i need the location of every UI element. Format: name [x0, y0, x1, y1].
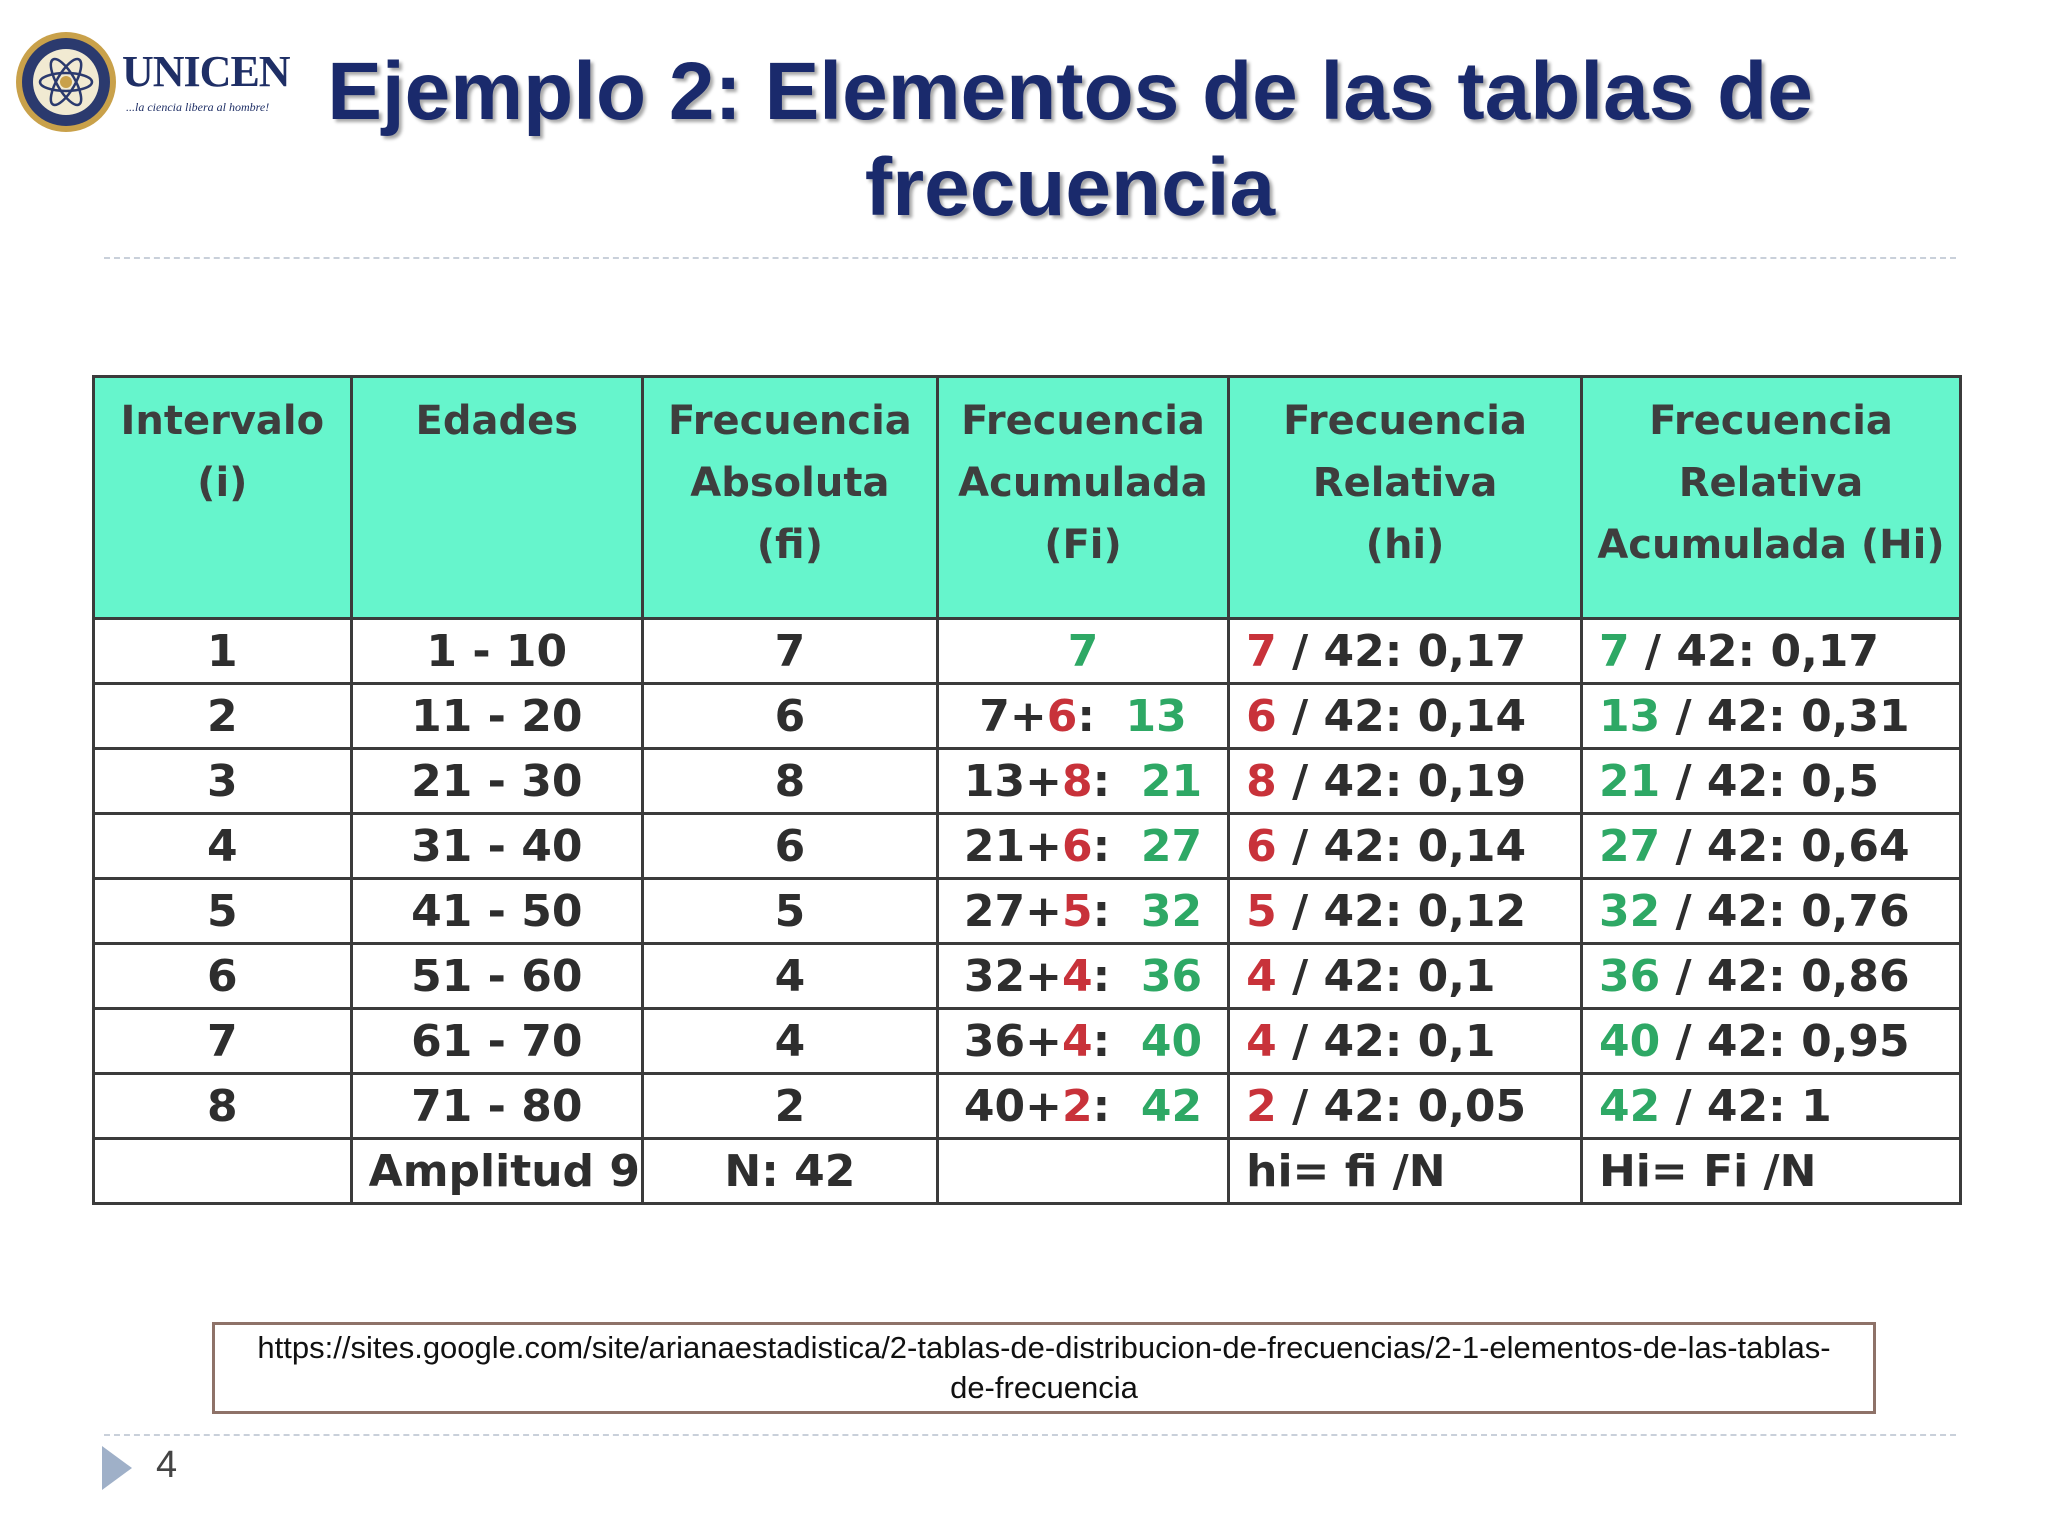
cell-Hi: [1581, 1009, 1960, 1074]
cell-edades: 11 - 20: [351, 684, 642, 749]
cell-Hi: [1581, 1074, 1960, 1139]
logo-tagline: ...la ciencia libera al hombre!: [126, 100, 270, 114]
cell-Fi: 27+5: 32: [937, 879, 1228, 944]
cell-Fi: 40+2: 42: [937, 1074, 1228, 1139]
cumulative-addend: 6: [1062, 820, 1093, 872]
Hi-result: / 42: 0,31: [1660, 690, 1910, 742]
cell-Fi: 36+4: 40: [937, 1009, 1228, 1074]
footer-total-n: N: 42: [642, 1139, 937, 1204]
Hi-result: / 42: 0,76: [1660, 885, 1910, 937]
cell-edades: 21 - 30: [351, 749, 642, 814]
table-body: [94, 619, 1961, 1204]
cumulative-sum: 13+: [963, 755, 1062, 807]
cell-fi: 8: [642, 749, 937, 814]
play-triangle-icon: [102, 1446, 132, 1490]
cumulative-value: 36: [1140, 950, 1203, 1002]
cell-hi: [1229, 684, 1582, 749]
cumulative-addend: 8: [1062, 755, 1093, 807]
Hi-result: / 42: 1: [1660, 1080, 1832, 1132]
page-number: 4: [156, 1444, 178, 1486]
Hi-numerator: 13: [1598, 690, 1661, 742]
cell-Fi: 21+6: 27: [937, 814, 1228, 879]
table-row: [94, 1009, 1961, 1074]
table-row: [94, 814, 1961, 879]
cell-Fi: 13+8: 21: [937, 749, 1228, 814]
cumulative-sum: 7+: [979, 690, 1047, 742]
cell-Fi: [937, 619, 1228, 684]
cell-intervalo: 5: [94, 879, 352, 944]
source-citation: [212, 1322, 1876, 1414]
hi-numerator: 7: [1246, 625, 1277, 677]
Hi-numerator: 21: [1598, 755, 1661, 807]
hi-result: / 42: 0,17: [1276, 625, 1527, 677]
hi-result: / 42: 0,19: [1276, 755, 1527, 807]
cell-fi: 2: [642, 1074, 937, 1139]
hi-numerator: 4: [1246, 1015, 1277, 1067]
footer-hi-formula: hi= fi /N: [1229, 1139, 1582, 1204]
Hi-result: / 42: 0,5: [1660, 755, 1880, 807]
table-row: [94, 619, 1961, 684]
Hi-numerator: 40: [1598, 1015, 1661, 1067]
cell-edades: 51 - 60: [351, 944, 642, 1009]
header-frecuencia-acumulada: Frecuencia Acumulada (Fi): [937, 377, 1228, 619]
hi-numerator: 5: [1246, 885, 1277, 937]
hi-numerator: 2: [1246, 1080, 1277, 1132]
Hi-numerator: 36: [1598, 950, 1661, 1002]
cell-hi: [1229, 619, 1582, 684]
cell-Hi: [1581, 879, 1960, 944]
cell-intervalo: 7: [94, 1009, 352, 1074]
cell-edades: 71 - 80: [351, 1074, 642, 1139]
hi-numerator: 6: [1246, 820, 1277, 872]
cell-Fi: 32+4: 36: [937, 944, 1228, 1009]
header-frecuencia-absoluta: Frecuencia Absoluta (fi): [642, 377, 937, 619]
cumulative-value: 40: [1140, 1015, 1203, 1067]
cell-Hi: [1581, 749, 1960, 814]
cumulative-value: 21: [1140, 755, 1203, 807]
cell-hi: [1229, 1074, 1582, 1139]
frequency-table: [92, 375, 1962, 1205]
cell-hi: [1229, 879, 1582, 944]
cell-fi: 4: [642, 944, 937, 1009]
cell-fi: 7: [642, 619, 937, 684]
header-edades: Edades: [351, 377, 642, 619]
footer-Hi-formula: Hi= Fi /N: [1581, 1139, 1960, 1204]
hi-result: / 42: 0,1: [1276, 950, 1496, 1002]
cell-fi: 6: [642, 814, 937, 879]
cumulative-sum: 36+: [963, 1015, 1062, 1067]
cumulative-addend: 4: [1062, 1015, 1093, 1067]
Hi-result: / 42: 0,17: [1629, 625, 1880, 677]
table-footer-row: [94, 1139, 1961, 1204]
footer-intervalo: [94, 1139, 352, 1204]
cell-hi: [1229, 1009, 1582, 1074]
cell-edades: 61 - 70: [351, 1009, 642, 1074]
Hi-result: / 42: 0,86: [1660, 950, 1910, 1002]
table-row: [94, 1074, 1961, 1139]
hi-result: / 42: 0,12: [1276, 885, 1527, 937]
cell-hi: [1229, 814, 1582, 879]
cumulative-sum: 27+: [963, 885, 1062, 937]
frequency-table-container: [92, 375, 1962, 1205]
cumulative-addend: 2: [1062, 1080, 1093, 1132]
footer-amplitud: Amplitud 9: [351, 1139, 642, 1204]
university-seal-icon: [14, 30, 118, 134]
cumulative-addend: 6: [1046, 690, 1078, 742]
hi-numerator: 4: [1246, 950, 1277, 1002]
cell-fi: 5: [642, 879, 937, 944]
Hi-numerator: 42: [1598, 1080, 1661, 1132]
cumulative-addend: 4: [1062, 950, 1093, 1002]
cumulative-sum: 40+: [963, 1080, 1062, 1132]
Hi-result: / 42: 0,64: [1660, 820, 1910, 872]
table-header-row: [94, 377, 1961, 619]
cumulative-addend: 5: [1062, 885, 1093, 937]
cell-Hi: [1581, 684, 1960, 749]
cell-fi: 6: [642, 684, 937, 749]
cumulative-sum: 32+: [963, 950, 1062, 1002]
table-row: [94, 879, 1961, 944]
cell-intervalo: 6: [94, 944, 352, 1009]
cumulative-sum: 21+: [963, 820, 1062, 872]
cell-edades: 31 - 40: [351, 814, 642, 879]
header-frecuencia-relativa-acumulada: Frecuencia Relativa Acumulada (Hi): [1581, 377, 1960, 619]
source-url: https://sites.google.com/site/arianaestadistica/2-tablas-de-distribucion-de-frecuencias/2-1-elementos-de-las-tablas-de-frecuencia: [257, 1330, 1831, 1405]
cell-intervalo: 4: [94, 814, 352, 879]
cumulative-value: 32: [1140, 885, 1203, 937]
Hi-numerator: 7: [1598, 625, 1630, 677]
logo-name: UNICEN: [122, 47, 290, 96]
hi-numerator: 6: [1246, 690, 1277, 742]
cumulative-value: 27: [1140, 820, 1203, 872]
cell-edades: 1 - 10: [351, 619, 642, 684]
cell-Hi: [1581, 944, 1960, 1009]
hi-result: / 42: 0,14: [1276, 820, 1527, 872]
cell-Fi: 7+6: 13: [937, 684, 1228, 749]
Hi-result: / 42: 0,95: [1660, 1015, 1910, 1067]
Hi-numerator: 27: [1598, 820, 1661, 872]
Hi-numerator: 32: [1598, 885, 1661, 937]
cell-Hi: [1581, 814, 1960, 879]
table-row: [94, 684, 1961, 749]
hi-result: / 42: 0,14: [1276, 690, 1527, 742]
cumulative-value: 13: [1125, 690, 1187, 742]
unicen-logo: [14, 30, 290, 140]
footer-divider: [104, 1434, 1956, 1436]
cumulative-value: 7: [1067, 625, 1099, 677]
cell-edades: 41 - 50: [351, 879, 642, 944]
cumulative-value: 42: [1140, 1080, 1203, 1132]
cell-intervalo: 3: [94, 749, 352, 814]
header-frecuencia-relativa: Frecuencia Relativa (hi): [1229, 377, 1582, 619]
hi-result: / 42: 0,1: [1276, 1015, 1496, 1067]
footer-Fi: [937, 1139, 1228, 1204]
cell-Hi: [1581, 619, 1960, 684]
slide-title: Ejemplo 2: Elementos de las tablas de frecuencia: [327, 46, 1813, 233]
hi-result: / 42: 0,05: [1276, 1080, 1527, 1132]
cell-intervalo: 2: [94, 684, 352, 749]
hi-numerator: 8: [1246, 755, 1277, 807]
title-divider: [104, 257, 1956, 259]
header-intervalo: Intervalo (i): [94, 377, 352, 619]
cell-fi: 4: [642, 1009, 937, 1074]
cell-hi: [1229, 749, 1582, 814]
cell-intervalo: 8: [94, 1074, 352, 1139]
table-row: [94, 749, 1961, 814]
cell-intervalo: 1: [94, 619, 352, 684]
table-row: [94, 944, 1961, 1009]
cell-hi: [1229, 944, 1582, 1009]
